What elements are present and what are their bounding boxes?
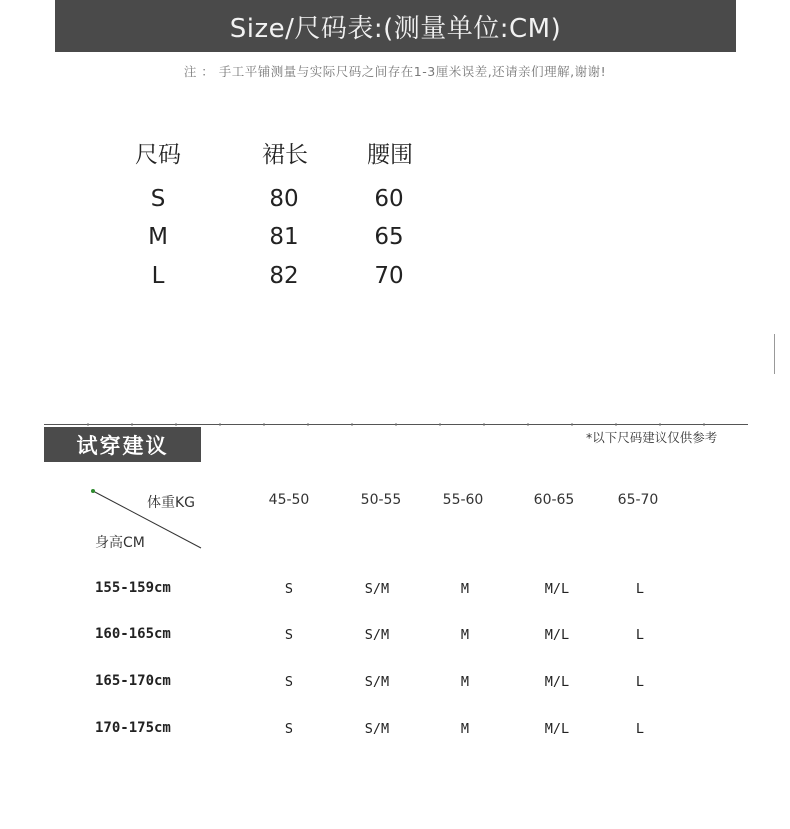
divider-ticks bbox=[44, 423, 748, 426]
length-cell: 81 bbox=[269, 224, 299, 250]
size-recommendation: S/M bbox=[364, 581, 390, 597]
size-recommendation: L bbox=[635, 721, 645, 737]
size-recommendation: L bbox=[635, 581, 645, 597]
size-recommendation: M bbox=[460, 627, 470, 643]
size-chart-banner bbox=[55, 0, 736, 52]
banner-title: Size/尺码表:(测量单位:CM) bbox=[229, 13, 562, 44]
waist-cell: 60 bbox=[374, 186, 404, 212]
size-recommendation: M/L bbox=[544, 674, 570, 690]
corner-height-label: 身高CM bbox=[95, 535, 145, 551]
size-recommendation: M/L bbox=[544, 721, 570, 737]
size-recommendation: M bbox=[460, 674, 470, 690]
length-cell: 80 bbox=[269, 186, 299, 212]
size-cell: M bbox=[148, 224, 168, 250]
size-recommendation: M bbox=[460, 721, 470, 737]
waist-cell: 65 bbox=[374, 224, 404, 250]
size-cell: S bbox=[150, 186, 166, 212]
size-recommendation: S/M bbox=[364, 627, 390, 643]
size-recommendation: S/M bbox=[364, 674, 390, 690]
size-recommendation: L bbox=[635, 674, 645, 690]
measurement-note: 注 ： 手工平铺测量与实际尺码之间存在1-3厘米误差,还请亲们理解,谢谢! bbox=[183, 64, 607, 79]
weight-header: 45-50 bbox=[268, 492, 310, 508]
edge-divider bbox=[774, 334, 775, 374]
weight-header: 60-65 bbox=[533, 492, 575, 508]
height-label: 170-175cm bbox=[95, 720, 171, 736]
corner-weight-label: 体重KG bbox=[147, 495, 196, 511]
size-recommendation: S bbox=[284, 721, 294, 737]
size-recommendation: M bbox=[460, 581, 470, 597]
size-recommendation: S bbox=[284, 674, 294, 690]
size-recommendation: S/M bbox=[364, 721, 390, 737]
weight-header: 55-60 bbox=[442, 492, 484, 508]
weight-header: 65-70 bbox=[617, 492, 659, 508]
header-size: 尺码 bbox=[135, 142, 181, 168]
size-recommendation: L bbox=[635, 627, 645, 643]
length-cell: 82 bbox=[269, 263, 299, 289]
size-recommendation: M/L bbox=[544, 627, 570, 643]
height-label: 165-170cm bbox=[95, 673, 171, 689]
tryon-note: *以下尺码建议仅供参考 bbox=[586, 430, 718, 445]
header-skirt-length: 裙长 bbox=[262, 142, 308, 168]
size-cell: L bbox=[151, 263, 165, 289]
height-label: 160-165cm bbox=[95, 626, 171, 642]
tryon-title: 试穿建议 bbox=[76, 433, 169, 458]
waist-cell: 70 bbox=[374, 263, 404, 289]
height-label: 155-159cm bbox=[95, 580, 171, 596]
weight-header: 50-55 bbox=[360, 492, 402, 508]
size-recommendation: M/L bbox=[544, 581, 570, 597]
size-recommendation: S bbox=[284, 581, 294, 597]
header-waist: 腰围 bbox=[367, 142, 413, 168]
tryon-title-badge bbox=[44, 427, 201, 462]
size-recommendation: S bbox=[284, 627, 294, 643]
